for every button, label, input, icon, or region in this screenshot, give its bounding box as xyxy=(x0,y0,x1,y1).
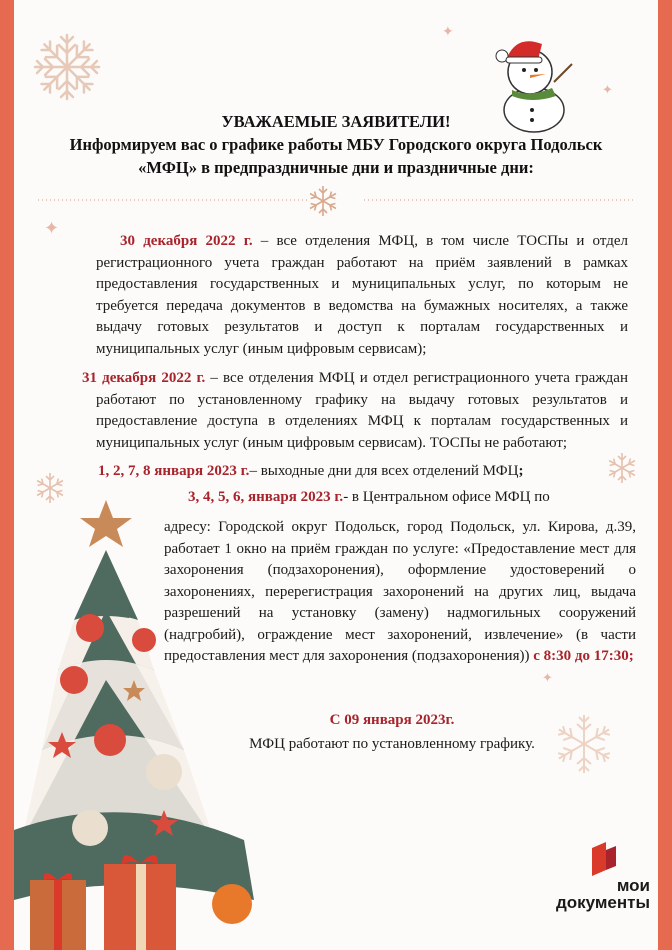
logo-text-line1: мои xyxy=(616,876,650,895)
paragraph-dec-31 xyxy=(82,368,628,454)
notice-sheet xyxy=(14,0,658,950)
star-icon: ✦ xyxy=(602,82,613,97)
star-icon: ✦ xyxy=(44,218,60,238)
text-central-office: адресу: Городской округ Подольск, город Подольск, ул. Кирова, д.39, работает 1 окно на приём граждан по услуге: «Предоставление мест для захоронения (подзахоронения), оформление удостоверений о захоронениях, перерегистрация захоронений на других лиц, выдача разрешений на установку (замену) надмогильных сооружений (надгробий), ограждение мест захоронений, извлечение» (в части предоставления мест для захоронения (подзахоронения)) xyxy=(164,519,636,664)
text-dec-30: – все отделения МФЦ, в том числе ТОСПы и отдел регистрационного учета граждан работают на приём заявлений в рамках предоставления государственных и муниципальных услуг, по которым не требуется передача документов в ведомства на бумажных носителях, а также выдачу готовых результатов и доступ к порталам государственных и муниципальных услуг (иным цифровым сервисам); xyxy=(96,233,628,357)
logo-text-line2: документы xyxy=(555,893,650,912)
text-central-office-lead: - в Центральном офисе МФЦ по xyxy=(343,489,550,505)
notice-subtitle-line2: «МФЦ» в предпраздничные дни и праздничные дни: xyxy=(138,158,534,177)
text-dec-31: – все отделения МФЦ и отдел регистрационного учета граждан работают по установленному графику на выдачу готовых результатов и предоставление доступа в отделениях МФЦ к порталам государственных и муниципальных услуг (иным цифровым сервисам). ТОСПы не работают; xyxy=(96,370,628,451)
date-dec-30: 30 декабря 2022 г. xyxy=(120,233,253,249)
snowflake-icon xyxy=(552,712,616,776)
date-central-office: 3, 4, 5, 6, января 2023 г. xyxy=(188,489,344,505)
star-icon: ✦ xyxy=(442,25,454,40)
notice-title: УВАЖАЕМЫЕ ЗАЯВИТЕЛИ! xyxy=(221,112,451,131)
paragraph-dec-30-body xyxy=(96,231,628,360)
gift-box-icon xyxy=(28,870,88,950)
star-icon: ✦ xyxy=(542,670,553,685)
ornament-ball-icon xyxy=(210,882,254,926)
gift-box-icon xyxy=(100,850,180,950)
date-holidays: 1, 2, 7, 8 января 2023 г. xyxy=(98,463,250,479)
time-central-office: с 8:30 до 17:30; xyxy=(533,648,634,664)
mfc-logo-icon xyxy=(588,842,618,876)
text-from-jan-9: МФЦ работают по установленному графику. xyxy=(249,736,535,752)
snowflake-icon xyxy=(32,32,102,102)
text-holidays: – выходные дни для всех отделений МФЦ xyxy=(249,463,519,479)
snowflake-icon xyxy=(606,452,638,484)
date-dec-31: 31 декабря 2022 г. xyxy=(82,370,206,386)
text-holidays-end: ; xyxy=(518,463,524,479)
snowflake-icon xyxy=(306,184,340,218)
notice-subtitle-line1: Информируем вас о графике работы МБУ Городского округа Подольск xyxy=(69,135,603,154)
date-from-jan-9: С 09 января 2023г. xyxy=(329,712,455,728)
paragraph-holidays xyxy=(98,461,618,483)
